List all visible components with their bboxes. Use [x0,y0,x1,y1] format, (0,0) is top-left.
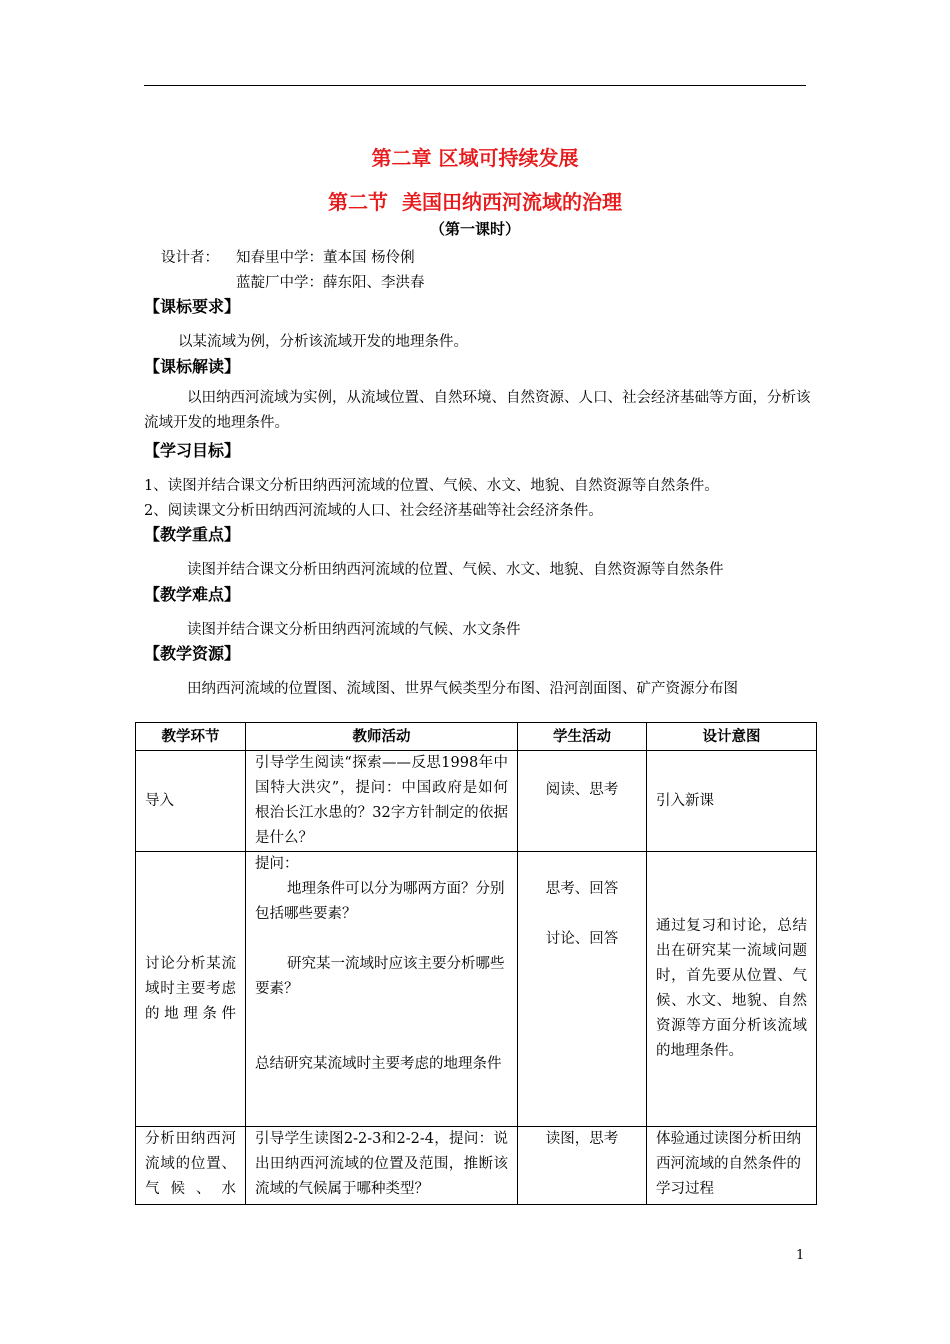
intent-cell: 通过复习和讨论，总结出在研究某一流域问题时，首先要从位置、气候、水文、地貌、自然资源等方面分析该流域的地理条件。 [647,852,817,1127]
student-cell: 读图，思考 [518,1127,647,1205]
student-activity-1: 思考、回答 [545,881,619,897]
header-rule [144,85,806,86]
stage-cell: 导入 [136,751,246,852]
teacher-question-2: 研究某一流域时应该主要分析哪些要素？ [255,956,505,997]
table-row [136,751,817,852]
teacher-question-label: 提问： [255,856,299,872]
designers-line-1: 知春里中学：董本国 杨伶俐 [236,250,415,266]
key-points-heading: 【教学重点】 [144,525,241,544]
stage-cell: 分析田纳西河流域的位置、气候、水 [136,1127,246,1205]
section-title: 第二节 美国田纳西河流域的治理 [328,190,622,214]
header-stage: 教学环节 [136,723,246,751]
student-activity-2: 讨论、回答 [545,931,619,947]
difficulties-heading: 【教学难点】 [144,585,241,604]
table-row [136,852,817,1127]
chapter-title: 第二章 区域可持续发展 [371,146,579,170]
student-cell [518,852,647,1127]
intent-cell: 引入新课 [647,751,817,852]
lesson-label: （第一课时） [429,220,520,238]
page-number: 1 [796,1248,805,1263]
teacher-cell [246,852,518,1127]
standard-heading: 【课标要求】 [144,297,241,316]
table-row [136,1127,817,1205]
designers-line-2: 蓝靛厂中学：薛东阳、李洪春 [236,275,425,291]
interpretation-heading: 【课标解读】 [144,357,241,376]
key-points-text: 读图并结合课文分析田纳西河流域的位置、气候、水文、地貌、自然资源等自然条件 [187,562,724,578]
interpretation-text: 以田纳西河流域为实例，从流域位置、自然环境、自然资源、人口、社会经济基础等方面，分析该流域开发的地理条件。 [144,390,811,431]
teacher-question-1: 地理条件可以分为哪两方面？分别包括哪些要素？ [255,881,505,922]
objective-item-1: 1、读图并结合课文分析田纳西河流域的位置、气候、水文、地貌、自然资源等自然条件。 [144,478,719,494]
designers-label: 设计者： [161,250,219,266]
resources-text: 田纳西河流域的位置图、流域图、世界气候类型分布图、沿河剖面图、矿产资源分布图 [187,681,738,697]
intent-cell: 体验通过读图分析田纳西河流域的自然条件的学习过程 [647,1127,817,1205]
header-student: 学生活动 [518,723,647,751]
header-intent: 设计意图 [647,723,817,751]
teacher-cell: 引导学生读图2-2-3和2-2-4，提问：说出田纳西河流域的位置及范围，推断该流域的气候属于哪种类型？ [246,1127,518,1205]
header-teacher: 教师活动 [246,723,518,751]
difficulties-text: 读图并结合课文分析田纳西河流域的气候、水文条件 [187,622,521,638]
objective-item-2: 2、阅读课文分析田纳西河流域的人口、社会经济基础等社会经济条件。 [144,503,603,519]
objectives-heading: 【学习目标】 [144,441,241,460]
stage-cell: 讨论分析某流域时主要考虑的地理条件 [136,852,246,1127]
resources-heading: 【教学资源】 [144,644,241,663]
lesson-plan-table [135,722,817,1205]
standard-text: 以某流域为例，分析该流域开发的地理条件。 [178,334,468,350]
teacher-summary: 总结研究某流域时主要考虑的地理条件 [255,1056,502,1072]
student-cell: 阅读、思考 [518,751,647,852]
table-header-row [136,723,817,751]
teacher-cell: 引导学生阅读“探索——反思1998年中国特大洪灾”，提问：中国政府是如何根治长江水患的？32字方针制定的依据是什么？ [246,751,518,852]
